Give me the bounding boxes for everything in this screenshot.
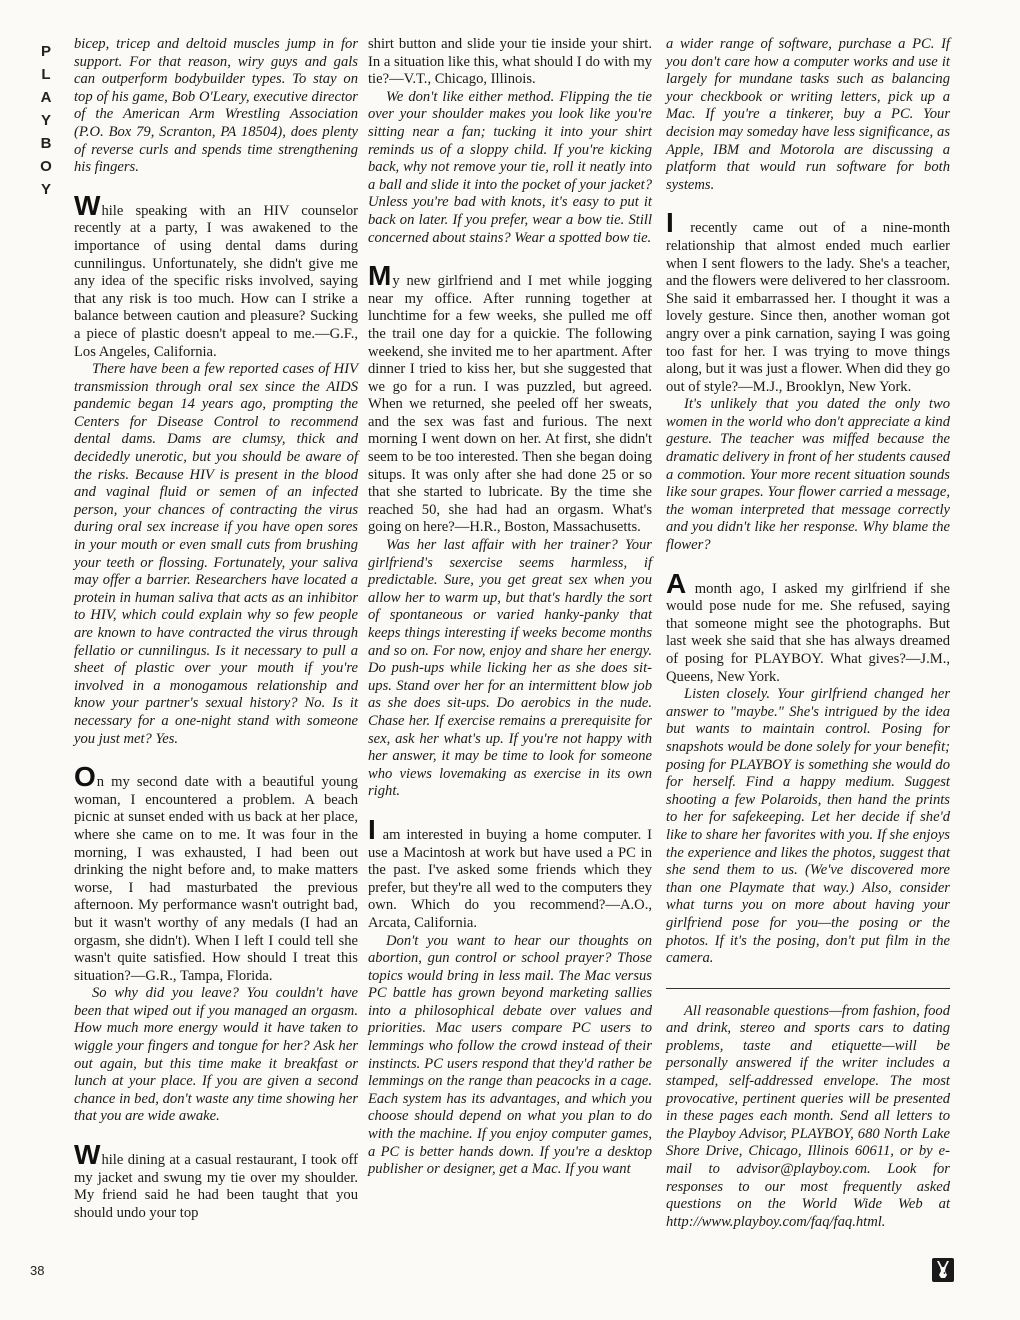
magazine-side-title — [34, 40, 58, 201]
answer-text: bicep, tricep and deltoid muscles jump in for support. For that reason, wiry guys and gals can outperform bodybuilder types. To stay on top of his game, Bob O'Leary, executive director of the American Arm Wrestling Association (P.O. Box 79, Scranton, PA 18504), does plenty of reverse curls and spends time strengthening his fingers. — [74, 36, 358, 176]
question-body: y new girlfriend and I met while jogging near my office. After running together at lunchtime for a few weeks, she pulled me off the trail one day for a quickie. The following weekend, she invited me to her apartment. After dinner I tried to kiss her, but she suggested that we go for a run. I was puzzled, but agreed. When we returned, she peeled off her sweats, and the sex was fast and furious. The next morning I went down on her. At first, she didn't seem to be too interested. Then she began doing situps. It was only after she had done 25 or so that she started to lubricate. By the time she reached 50, she had had an orgasm. What's going on here?—H.R., Boston, Massachusetts. — [368, 273, 652, 536]
advice-entry — [368, 813, 652, 1179]
advice-entry — [666, 567, 950, 968]
answer-text: Was her last affair with her trainer? Your girlfriend's sexercise seems harmless, if predictable. Sure, you get great sex when you allow her to warm up, but that's hardly the sort of spontaneous or varied hanky-panky that keeps things interesting if weeks become months and so on. For now, enjoy and share her energy. Do push-ups while licking her as she does sit-ups. Stand over her for an intermittent blow job as she does sit-ups. Do aerobics in the nude. Chase her. If exercise remains a prerequisite for sex, ask her what's up. If you're not happy with her answer, it may be time to look for someone who views lovemaking as exercise in its own right. — [368, 537, 652, 800]
advice-entry — [368, 260, 652, 801]
drop-cap: I — [368, 813, 376, 845]
text-column-1 — [74, 36, 358, 1222]
rabbit-head-icon — [932, 1258, 954, 1282]
page-number: 38 — [30, 1263, 45, 1278]
side-title-letter: B — [40, 135, 52, 152]
side-title-letter: Y — [40, 112, 51, 129]
section-divider — [666, 988, 950, 989]
drop-cap: I — [666, 207, 674, 239]
question-text — [368, 260, 652, 537]
question-text: shirt button and slide your tie inside your shirt. In a situation like this, what should I do with my tie?—V.T., Chicago, Illinois. — [368, 36, 652, 88]
answer-text: There have been a few reported cases of HIV transmission through oral sex since the AIDS pandemic began 14 years ago, prompting the Centers for Disease Control to recommend dental dams. Dams are clumsy, thick and decidedly unerotic, but you should be aware of the risks. Because HIV is present in the blood and vaginal fluid or semen of an infected person, your chances of contracting the virus during oral sex increase if you have open sores in your mouth or even small cuts from brushing your teeth or flossing. Fortunately, your saliva may offer a barrier. Researchers have located a protein in human saliva that acts as an inhibitor to HIV, which could explain why so few people are known to have contracted the virus through fellatio or cunnilingus. Is it necessary to pull a sheet of plastic over your mouth if you're involved in a monogamous relationship and know your partner's sexual history? No. Is it necessary for a one-night stand with someone you just met? Yes. — [74, 361, 358, 747]
question-text — [74, 761, 358, 985]
question-body: hile dining at a casual restaurant, I took off my jacket and swung my tie over my shoulder. My friend said he had been taught that you should undo your top — [74, 1152, 358, 1221]
answer-text: a wider range of software, purchase a PC. If you don't care how a computer works and use it largely for mundane tasks such as balancing your checkbook or writing letters, pick up a Mac. If you're a tinkerer, buy a PC. Your decision may someday have less significance, as Apple, IBM and Motorola are discussing a platform that would run software for both systems. — [666, 36, 950, 193]
side-title-letter: O — [40, 158, 52, 175]
answer-text: Listen closely. Your girlfriend changed her answer to "maybe." She's intrigued by the idea but wants to maintain control. Posing for snapshots would be done solely for your benefit; posing for PLAYBOY is something she would do for herself. Find a happy medium. Suggest shooting a few Polaroids, then hand the prints to her for safekeeping. Let her decide if she'd like to share her favorites with you. If she enjoys the experience and likes the photos, suggest that she send them to us. (We've discovered more than one Playmate that way.) Also, consider what turns you on more about having your girlfriend pose for you—the posing or the photos. If it's the posing, don't put film in the camera. — [666, 686, 950, 967]
side-title-letter: P — [40, 43, 51, 60]
drop-cap: M — [368, 260, 392, 292]
drop-cap: A — [666, 567, 687, 599]
question-body: recently came out of a nine-month relationship that almost ended much earlier when I sent flowers to the lady. She's a teacher, and the flowers were delivered to her classroom. She said it embarrassed her. I thought it was a lovely gesture. Since then, another woman got angry over a pink carnation, saying I was going too fast for her. I was trying to move things along, but it was just a flower. When did they go out of style?—M.J., Brooklyn, New York. — [666, 220, 950, 395]
answer-text: We don't like either method. Flipping the tie over your shoulder makes you look like you're sitting near a fan; tucking it into your shirt reminds us of a sloppy child. If you're kicking back, why not remove your tie, roll it neatly into a ball and slide it into the pocket of your jacket? Unless you're bad with knots, it's easy to put it back on later. If you prefer, wear a bow tie. Still concerned about stains? Wear a spotted bow tie. — [368, 88, 652, 246]
answer-text: Don't you want to hear our thoughts on abortion, gun control or school prayer? Those topics would bring in less mail. The Mac versus PC battle has grown beyond marketing sallies into a philosophical debate over values and priorities. Mac users compare PC users to lemmings who follow the crowd instead of their instincts. PC users respond that they'd rather be lemmings on the range than peacocks in a cage. Each system has its advantages, and which you choose should depend on what you plan to do with the machine. If you enjoy computer games, a PC is better hands down. If you're a desktop publisher or designer, get a Mac. If you want — [368, 932, 652, 1178]
advice-entry — [666, 36, 950, 194]
text-column-3 — [666, 36, 950, 1231]
question-text — [74, 189, 358, 361]
advice-entry — [74, 761, 358, 1126]
question-body: hile speaking with an HIV counselor recently at a party, I was awakened to the importance of using dental dams during cunnilingus. Unfortunately, she didn't give me any idea of the specific risks involved, saying that any risk is too much. How can I strike a balance between caution and pleasure? Sucking a piece of plastic doesn't appeal to me.—G.F., Los Angeles, California. — [74, 202, 358, 360]
question-text — [666, 567, 950, 687]
question-text — [74, 1139, 358, 1222]
answer-text: It's unlikely that you dated the only two women in the world who don't appreciate a kind gesture. The teacher was miffed because the dramatic delivery in front of her students caused a commotion. Your more recent situation sounds like sour grapes. Your flower carried a message, the woman interpreted that message correctly and you didn't like her response. Why blame the flower? — [666, 396, 950, 554]
answer-text: So why did you leave? You couldn't have been that wiped out if you managed an orgasm. How much more energy would it have taken to wiggle your fingers and tongue for her? Ask her out again, but this time make it breakfast or lunch at your place. If you are given a second chance in bed, don't waste any time showing her that you are wide awake. — [74, 985, 358, 1125]
question-body: am interested in buying a home computer. I use a Macintosh at work but have used a PC in the past. I've asked some friends which they prefer, but they're all wed to the computers they own. Which do you recommend?—A.O., Arcata, California. — [368, 826, 652, 931]
question-body: month ago, I asked my girlfriend if she would pose nude for me. She refused, saying that someone might see the photographs. But last week she said that she has always dreamed of posing for PLAYBOY. What gives?—J.M., Queens, New York. — [666, 580, 950, 685]
advice-entry — [666, 207, 950, 554]
question-body: n my second date with a beautiful young woman, I encountered a problem. A beach picnic at sunset ended with us back at her place, where she came on to me. It was four in the morning, I was exhausted, I had been out drinking the night before and, to make matters worse, I had masturbated the previous afternoon. My performance wasn't outright bad, but it wasn't worthy of any medals (I had an orgasm, she didn't). When I left I could tell she wasn't quite satisfied. How should I treat this situation?—G.R., Tampa, Florida. — [74, 774, 358, 984]
submission-note: All reasonable questions—from fashion, food and drink, stereo and sports cars to dating problems, taste and etiquette—will be personally answered if the writer includes a stamped, self-addressed envelope. The most provocative, pertinent queries will be presented in these pages each month. Send all letters to the Playboy Advisor, PLAYBOY, 680 North Lake Shore Drive, Chicago, Illinois 60611, or by e-mail to advisor@playboy.com. Look for responses to our most frequently asked questions on the World Wide Web at http://www.playboy.com/faq/faq.html. — [666, 1002, 950, 1230]
advice-entry — [368, 36, 652, 247]
side-title-letter: L — [41, 66, 51, 83]
question-text — [666, 207, 950, 396]
drop-cap: W — [74, 1139, 101, 1171]
advice-entry — [74, 1139, 358, 1222]
side-title-letter: A — [40, 89, 52, 106]
drop-cap: O — [74, 761, 96, 793]
side-title-letter: Y — [40, 181, 51, 198]
text-column-2 — [368, 36, 652, 1179]
advice-entry — [74, 36, 358, 177]
drop-cap: W — [74, 189, 101, 221]
question-text — [368, 813, 652, 933]
advice-entry — [74, 189, 358, 748]
